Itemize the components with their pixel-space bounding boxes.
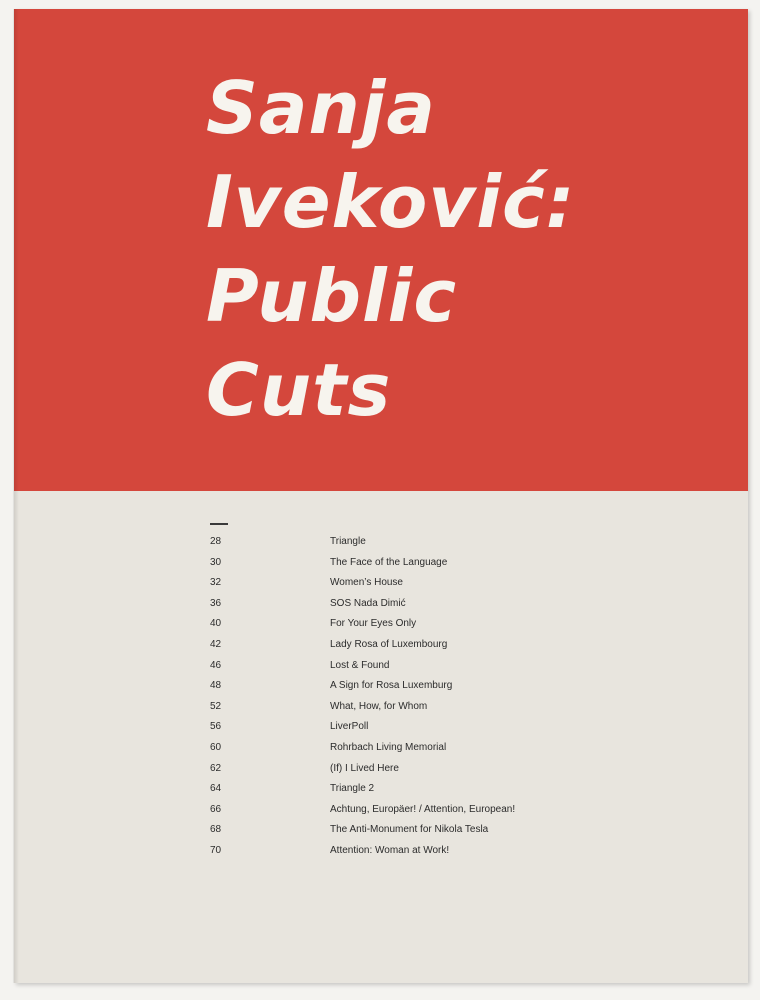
toc-entry-title: Lost & Found bbox=[330, 659, 390, 671]
title-line-1: Sanja bbox=[206, 66, 436, 150]
toc-entry bbox=[210, 845, 710, 866]
toc-entry bbox=[210, 783, 710, 804]
toc-entry bbox=[210, 824, 710, 845]
toc-entry-title: For Your Eyes Only bbox=[330, 618, 417, 630]
toc-entry-title: Attention: Woman at Work! bbox=[330, 844, 450, 856]
toc-entry-title: Women’s House bbox=[330, 577, 403, 589]
toc-page-number: 56 bbox=[210, 721, 222, 733]
toc-entry bbox=[210, 763, 710, 784]
toc-entry bbox=[210, 701, 710, 722]
toc-entry bbox=[210, 618, 710, 639]
toc-page-number: 40 bbox=[210, 618, 222, 630]
toc-entry bbox=[210, 598, 710, 619]
toc-entry bbox=[210, 804, 710, 825]
toc-page-number: 28 bbox=[210, 536, 222, 547]
toc-entry-title: Lady Rosa of Luxembourg bbox=[330, 638, 448, 650]
toc-page-number: 70 bbox=[210, 844, 222, 856]
toc-entry bbox=[210, 577, 710, 598]
toc-entry-title: A Sign for Rosa Luxemburg bbox=[330, 680, 453, 692]
toc-page-number: 68 bbox=[210, 824, 222, 836]
toc-entry-title: LiverPoll bbox=[330, 721, 369, 733]
toc-entry-title: Achtung, Europäer! / Attention, European! bbox=[330, 803, 516, 815]
toc-page-number: 48 bbox=[210, 680, 222, 692]
book-cover bbox=[14, 9, 748, 983]
toc-entry-title: Triangle 2 bbox=[330, 783, 375, 795]
book-title bbox=[206, 61, 575, 437]
table-of-contents bbox=[210, 536, 710, 866]
toc-page-number: 62 bbox=[210, 762, 222, 774]
toc-divider bbox=[210, 523, 228, 525]
toc-entry bbox=[210, 536, 710, 557]
toc-entry-title: (If) I Lived Here bbox=[330, 762, 399, 774]
toc-entry-title: The Face of the Language bbox=[330, 556, 448, 568]
toc-page-number: 36 bbox=[210, 597, 222, 609]
toc-page-number: 32 bbox=[210, 577, 222, 589]
toc-page-number: 52 bbox=[210, 700, 222, 712]
toc-page-number: 66 bbox=[210, 803, 222, 815]
cover-top-band bbox=[14, 9, 748, 491]
toc-entry bbox=[210, 557, 710, 578]
title-line-4: Cuts bbox=[206, 348, 392, 432]
toc-entry bbox=[210, 742, 710, 763]
toc-entry-title: Rohrbach Living Memorial bbox=[330, 741, 447, 753]
toc-entry bbox=[210, 721, 710, 742]
toc-entry-title: The Anti-Monument for Nikola Tesla bbox=[330, 824, 489, 836]
toc-entry-title: SOS Nada Dimić bbox=[330, 597, 406, 609]
toc-entry-title: What, How, for Whom bbox=[330, 700, 428, 712]
toc-page-number: 46 bbox=[210, 659, 222, 671]
toc-entry-title: Triangle bbox=[330, 536, 366, 547]
title-line-3: Public bbox=[206, 254, 458, 338]
toc-page-number: 42 bbox=[210, 638, 222, 650]
toc-page-number: 60 bbox=[210, 741, 222, 753]
spine-shadow bbox=[14, 9, 19, 983]
toc-page-number: 30 bbox=[210, 556, 222, 568]
toc-entry bbox=[210, 639, 710, 660]
toc-page-number: 64 bbox=[210, 783, 222, 795]
toc-entry bbox=[210, 660, 710, 681]
toc-entry bbox=[210, 680, 710, 701]
title-line-2: Iveković: bbox=[206, 160, 576, 244]
